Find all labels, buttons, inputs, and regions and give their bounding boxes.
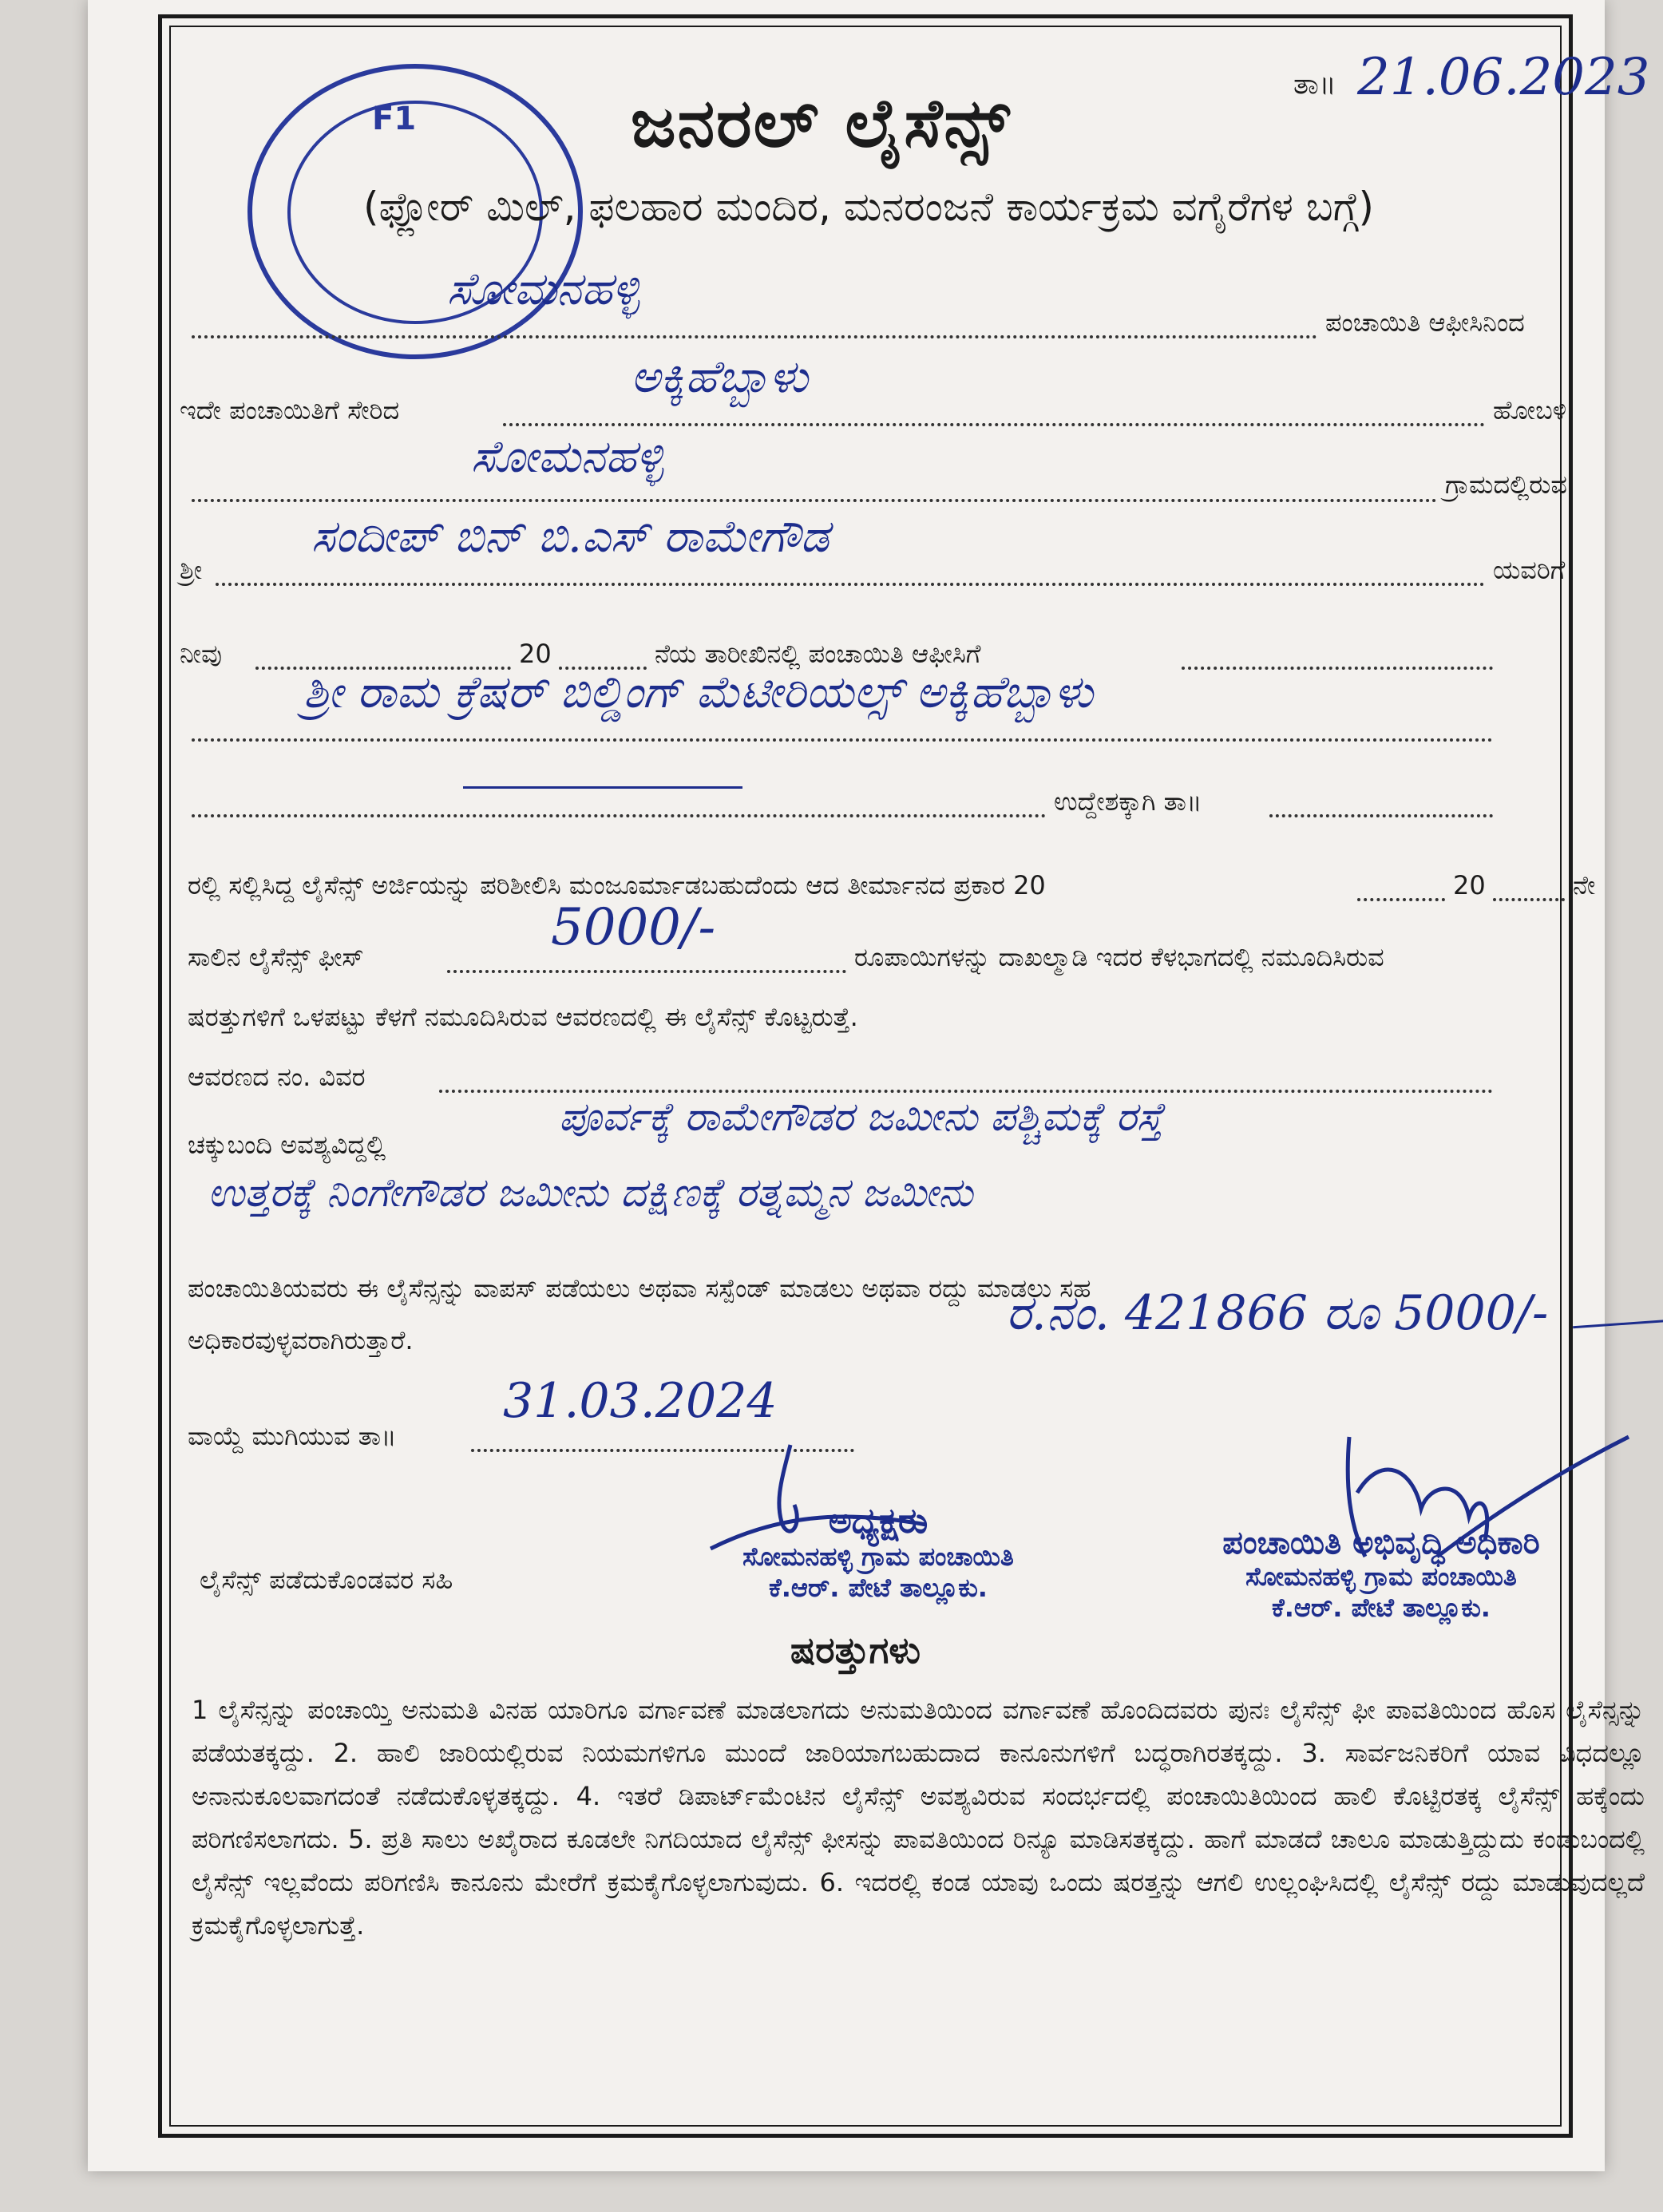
license-paper — [88, 0, 1650, 2171]
year-prefix: 20 — [519, 639, 552, 669]
fee-text: ರೂಪಾಯಿಗಳನ್ನು ದಾಖಲ್ಮಾಡಿ ಇದರ ಕೆಳಭಾಗದಲ್ಲಿ ನಮೂದಿಸಿರುವ — [854, 942, 1384, 972]
pdo-block — [1110, 1525, 1653, 1624]
boundary-label: ಚಕ್ಕುಬಂದಿ ಅವಶ್ಯವಿದ್ದಲ್ಲಿ — [188, 1130, 386, 1160]
purpose-value: ಶ್ರೀ ರಾಮ ಕ್ರೆಷರ್ ಬಿಲ್ಡಿಂಗ್ ಮೆಟೀರಿಯಲ್ಸ್ ಅಕ್ಕಿಹೆಬ್ಬಾಳು — [303, 667, 1094, 718]
boundary-line-2: ಉತ್ತರಕ್ಕೆ ನಿಂಗೇಗೌಡರ ಜಮೀನು ದಕ್ಷಿಣಕ್ಕೆ ರತ್ನಮ್ಮನ ಜಮೀನು — [208, 1169, 973, 1216]
date-office-label: ನೆಯ ತಾರೀಖಿನಲ್ಲಿ ಪಂಚಾಯಿತಿ ಆಫೀಸಿಗೆ — [655, 639, 981, 669]
fee-value: 5000/- — [551, 898, 716, 957]
pdo-line-2: ಕೆ.ಆರ್. ಪೇಟೆ ತಾಲ್ಲೂಕು. — [1272, 1593, 1491, 1623]
president-title: ಅಧ್ಯಕ್ಷರು — [828, 1501, 929, 1541]
village-value: ಸೋಮನಹಳ್ಳಿ — [471, 431, 664, 483]
conditions-line: ಷರತ್ತುಗಳಿಗೆ ಒಳಪಟ್ಟು ಕೆಳಗೆ ನಮೂದಿಸಿರುವ ಆವರಣದಲ್ಲಿ ಈ ಲೈಸೆನ್ಸ್ ಕೊಟ್ಟರುತ್ತೆ. — [188, 1002, 858, 1032]
hobli-value: ಅಕ್ಕಿಹೆಬ್ಬಾಳು — [631, 351, 809, 403]
pdo-title: ಪಂಚಾಯಿತಿ ಅಭಿವೃದ್ಧಿ ಅಧಿಕಾರಿ — [1222, 1525, 1540, 1561]
pdo-line-1: ಸೋಮನಹಳ್ಳಿ ಗ್ರಾಮ ಪಂಚಾಯಿತಿ — [1245, 1561, 1517, 1592]
licensee-signature-label: ಲೈಸೆನ್ಸ್ ಪಡೆದುಕೊಂಡವರ ಸಹಿ — [200, 1565, 453, 1595]
belonging-label: ಇದೇ ಪಂಚಾಯಿತಿಗೆ ಸೇರಿದ — [180, 395, 400, 425]
application-text: ರಲ್ಲಿ ಸಲ್ಲಿಸಿದ್ದ ಲೈಸೆನ್ಸ್ ಅರ್ಜಿಯನ್ನು ಪರಿಶೀಲಿಸಿ ಮಂಜೂರ್ಮಾಡಬಹುದೆಂದು ಆದ ತೀರ್ಮಾನದ ಪ್ರಕಾರ 20 — [188, 870, 1046, 900]
seal-mark: F1 — [372, 101, 417, 137]
conditions-heading: ಷರತ್ತುಗಳು — [790, 1628, 921, 1672]
avarige-label: ಯವರಿಗೆ — [1493, 555, 1566, 585]
purpose-dash — [463, 786, 742, 789]
neevu-label: ನೀವು — [180, 639, 223, 669]
president-block — [615, 1501, 1142, 1604]
ne-label: ನೇ — [1573, 870, 1596, 900]
licensee-name-value: ಸಂದೀಪ್ ಬಿನ್ ಬಿ.ಎಸ್ ರಾಮೇಗೌಡ — [311, 511, 830, 563]
authority-text-1: ಪಂಚಾಯಿತಿಯವರು ಈ ಲೈಸೆನ್ಸನ್ನು ವಾಪಸ್ ಪಡೆಯಲು ಅಥವಾ ಸಸ್ಪೆಂಡ್ ಮಾಡಲು ಅಥವಾ ರದ್ದು ಮಾಡಲು ಸಹ — [188, 1273, 1091, 1304]
date-prefix: ತಾ॥ — [1293, 68, 1336, 101]
issue-date: 21.06.2023 — [1357, 48, 1650, 107]
shri-label: ಶ್ರೀ — [180, 555, 203, 585]
expiry-value: 31.03.2024 — [503, 1373, 778, 1429]
conditions-text: 1 ಲೈಸೆನ್ಸನ್ನು ಪಂಚಾಯ್ತಿ ಅನುಮತಿ ವಿನಹ ಯಾರಿಗೂ ವರ್ಗಾವಣೆ ಮಾಡಲಾಗದು ಅನುಮತಿಯಿಂದ ವರ್ಗಾವಣೆ ಹೊಂದಿದವರು ಪುನಃ ಲೈಸೆನ್ಸ್ ಫೀ ಪಾವತಿಯಿಂದ ಹೊಸ ಲೈಸೆನ್ಸನ್ನು ಪಡೆಯತಕ್ಕದ್ದು. 2. ಹಾಲಿ ಜಾರಿಯಲ್ಲಿರುವ ನಿಯಮಗಳಿಗೂ ಮುಂದೆ ಜಾರಿಯಾಗಬಹುದಾದ ಕಾನೂನುಗಳಿಗೆ ಬದ್ಧರಾಗಿರತಕ್ಕದ್ದು. 3. ಸಾರ್ವಜನಿಕರಿಗೆ ಯಾವ ವಿಧದಲ್ಲೂ ಅನಾನುಕೂಲವಾಗದಂತೆ ನಡೆದುಕೊಳ್ಳತಕ್ಕದ್ದು. 4. ಇತರೆ ಡಿಪಾರ್ಟ್‌ಮೆಂಟಿನ ಲೈಸೆನ್ಸ್ ಅವಶ್ಯವಿರುವ ಸಂದರ್ಭದಲ್ಲಿ ಪಂಚಾಯಿತಿಯಿಂದ ಹಾಲಿ ಕೊಟ್ಟಿರತಕ್ಕ ಲೈಸೆನ್ಸ್ ಹಕ್ಕೆಂದು ಪರಿಗಣಿಸಲಾಗದು. 5. ಪ್ರತಿ ಸಾಲು ಅಖೈರಾದ ಕೂಡಲೇ ನಿಗದಿಯಾದ ಲೈಸೆನ್ಸ್ ಫೀಸನ್ನು ಪಾವತಿಯಿಂದ ರಿನ್ಯೂ ಮಾಡಿಸತಕ್ಕದ್ದು. ಹಾಗೆ ಮಾಡದೆ ಚಾಲೂ ಮಾಡುತ್ತಿದ್ದುದು ಕಂಡುಬಂದಲ್ಲಿ ಲೈಸೆನ್ಸ್ ಇಲ್ಲವೆಂದು ಪರಿಗಣಿಸಿ ಕಾನೂನು ಮೇರೆಗೆ ಕ್ರಮಕೈಗೊಳ್ಳಲಾಗುವುದು. 6. ಇದರಲ್ಲಿ ಕಂಡ ಯಾವು ಒಂದು ಷರತ್ತನ್ನು ಆಗಲಿ ಉಲ್ಲಂಘಿಸಿದಲ್ಲಿ ಲೈಸೆನ್ಸ್ ರದ್ದು ಮಾಡುವುದಲ್ಲದೆ ಕ್ರಮಕೈಗೊಳ್ಳಲಾಗುತ್ತೆ. — [192, 1695, 1645, 1941]
purpose-label: ಉದ್ದೇಶಕ್ಕಾಗಿ ತಾ॥ — [1054, 786, 1202, 817]
president-line-1: ಸೋಮನಹಳ್ಳಿ ಗ್ರಾಮ ಪಂಚಾಯಿತಿ — [742, 1541, 1014, 1572]
page-subtitle: (ಫ್ಲೋರ್ ಮಿಲ್, ಫಲಹಾರ ಮಂದಿರ, ಮನರಂಜನೆ ಕಾರ್ಯಕ್ರಮ ವಗೈರೆಗಳ ಬಗ್ಗೆ) — [363, 184, 1375, 230]
panchayat-value: ಸೋಮನಹಳ್ಳಿ — [447, 263, 640, 315]
authority-text-2: ಅಧಿಕಾರವುಳ್ಳವರಾಗಿರುತ್ತಾರೆ. — [188, 1325, 414, 1355]
receipt-value: ರ.ನಂ. 421866 ರೂ 5000/- — [1006, 1285, 1549, 1341]
president-line-2: ಕೆ.ಆರ್. ಪೇಟೆ ತಾಲ್ಲೂಕು. — [769, 1573, 988, 1603]
boundary-line-1: ಪೂರ್ವಕ್ಕೆ ರಾಮೇಗೌಡರ ಜಮೀನು ಪಶ್ಚಿಮಕ್ಕೆ ರಸ್ತೆ — [559, 1094, 1163, 1140]
expiry-label: ವಾಯ್ದೆ ಮುಗಿಯುವ ತಾ॥ — [188, 1421, 397, 1451]
premises-label: ಆವರಣದ ನಂ. ವಿವರ — [188, 1062, 366, 1092]
village-label: ಗ್ರಾಮದಲ್ಲಿರುವ — [1445, 469, 1567, 500]
year-mid: 20 — [1453, 870, 1486, 900]
hobli-label: ಹೋಬಳಿ — [1493, 395, 1567, 425]
fee-label: ಸಾಲಿನ ಲೈಸೆನ್ಸ್ ಫೀಸ್ — [188, 942, 364, 972]
receipt-stroke — [1573, 1316, 1663, 1329]
panchayat-office-label: ಪಂಚಾಯಿತಿ ಆಫೀಸಿನಿಂದ — [1325, 307, 1525, 338]
page-title: ಜನರಲ್ ಲೈಸೆನ್ಸ್ — [631, 84, 1012, 162]
